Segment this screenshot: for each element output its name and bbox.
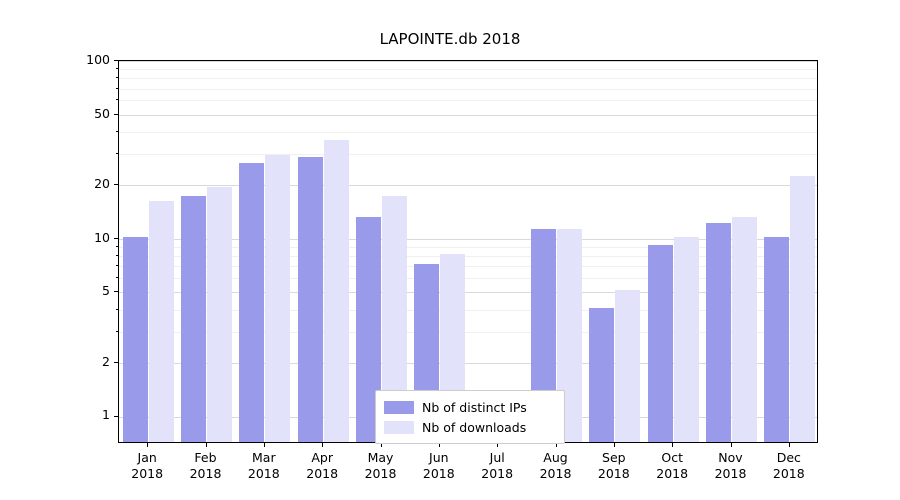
chart-legend (375, 390, 565, 444)
bar (123, 237, 148, 442)
x-axis-tick-label-line: Aug (543, 450, 568, 465)
legend-item-distinct-ips (384, 397, 556, 417)
chart-title: LAPOINTE.db 2018 (379, 30, 521, 48)
y-axis-minor-tick (116, 255, 118, 256)
gridline-major (119, 115, 817, 116)
x-axis-tick-label-line: 2018 (597, 466, 630, 481)
y-axis-minor-tick (116, 131, 118, 132)
x-axis-tick (206, 443, 207, 447)
y-axis-minor-tick (116, 277, 118, 278)
gridline-minor (119, 78, 817, 79)
bar (589, 308, 614, 443)
y-axis-tick-label: 20 (94, 176, 110, 192)
y-axis-tick (114, 114, 118, 115)
y-axis-tick (114, 416, 118, 417)
x-axis-tick-label-line: 2018 (247, 466, 280, 481)
bar (764, 237, 789, 442)
y-axis-tick-label: 10 (94, 229, 110, 245)
x-axis-tick-label-line: Oct (661, 450, 683, 465)
x-axis-tick (264, 443, 265, 447)
y-axis-minor-tick (116, 153, 118, 154)
x-axis-tick-label-line: 2018 (656, 466, 689, 481)
x-axis-tick-label-line: 2018 (539, 466, 572, 481)
gridline-major (119, 185, 817, 186)
y-axis-tick-label: 50 (94, 105, 110, 121)
y-axis-minor-tick (116, 309, 118, 310)
x-axis-tick-label-line: May (367, 450, 394, 465)
y-axis-minor-tick (116, 99, 118, 100)
x-axis-tick-label-line: 2018 (189, 466, 222, 481)
y-axis-tick-label: 1 (102, 407, 110, 423)
y-axis-tick (114, 362, 118, 363)
y-axis-tick (114, 60, 118, 61)
x-axis-tick (322, 443, 323, 447)
x-axis-tick-label-line: Mar (252, 450, 276, 465)
bar (149, 201, 174, 443)
bar (239, 163, 264, 442)
x-axis-tick-label-line: Jul (489, 450, 505, 465)
x-axis-tick-label (749, 450, 829, 482)
gridline-major (119, 61, 817, 62)
x-axis-tick-label-line: 2018 (772, 466, 805, 481)
bar (181, 196, 206, 442)
gridline-minor (119, 154, 817, 155)
x-axis-tick-label-line: 2018 (714, 466, 747, 481)
bar (732, 217, 757, 443)
legend-label-distinct-ips: Nb of distinct IPs (422, 399, 527, 415)
x-axis-tick-label-line: 2018 (481, 466, 514, 481)
x-axis-tick (789, 443, 790, 447)
y-axis-tick (114, 291, 118, 292)
legend-label-downloads: Nb of downloads (422, 419, 527, 435)
x-axis-tick-label-line: Jan (137, 450, 157, 465)
y-axis-minor-tick (116, 246, 118, 247)
gridline-minor (119, 132, 817, 133)
x-axis-tick (672, 443, 673, 447)
y-axis-minor-tick (116, 68, 118, 69)
bar (298, 157, 323, 442)
legend-swatch-distinct-ips (384, 401, 414, 414)
x-axis-tick-label-line: 2018 (306, 466, 339, 481)
y-axis-minor-tick (116, 265, 118, 266)
y-axis-tick (114, 184, 118, 185)
x-axis-tick-label-line: Feb (194, 450, 217, 465)
bar (324, 140, 349, 442)
gridline-minor (119, 100, 817, 101)
x-axis-tick-label-line: 2018 (422, 466, 455, 481)
bar (265, 155, 290, 442)
x-axis-tick-label-line: Nov (718, 450, 743, 465)
plot-area (118, 60, 818, 443)
bar (648, 245, 673, 442)
bar (207, 187, 232, 442)
bar (615, 290, 640, 442)
x-axis-tick-label-line: 2018 (364, 466, 397, 481)
y-axis-minor-tick (116, 331, 118, 332)
bar (790, 176, 815, 442)
y-axis-tick (114, 238, 118, 239)
x-axis-tick (614, 443, 615, 447)
legend-item-downloads (384, 417, 556, 437)
y-axis-minor-tick (116, 77, 118, 78)
gridline-minor (119, 69, 817, 70)
x-axis-tick-label-line: Dec (776, 450, 801, 465)
legend-swatch-downloads (384, 421, 414, 434)
x-axis-tick (731, 443, 732, 447)
y-axis-tick-label: 5 (102, 283, 110, 299)
x-axis-tick-label-line: Jun (429, 450, 449, 465)
bar (674, 237, 699, 442)
y-axis-minor-tick (116, 88, 118, 89)
bar (706, 223, 731, 442)
x-axis-tick-label-line: Sep (602, 450, 626, 465)
x-axis-tick (147, 443, 148, 447)
gridline-minor (119, 89, 817, 90)
x-axis-tick-label-line: Apr (311, 450, 333, 465)
y-axis-tick-label: 100 (86, 52, 110, 67)
y-axis-tick-label: 2 (102, 353, 110, 369)
x-axis-tick-label-line: 2018 (131, 466, 164, 481)
